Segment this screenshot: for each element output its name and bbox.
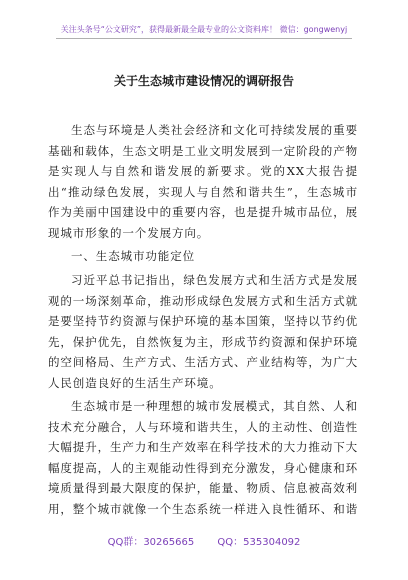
section1-para1-block bbox=[48, 270, 358, 394]
intro-block bbox=[48, 120, 358, 244]
body-paragraph: 生态城市是一种理想的城市发展模式，其自然、人和技术充分融合，人与环境和谐共生，人的主动性、创造性大幅提升，生产力和生产效率在科学技术的大力推动下大幅度提高，人的主观能动性得到充分激发，身心健康和环境质量得到最大限度的保护，能量、物质、信息被高效利用，整个城市就像一个生态系统一样进入良性循环、和谐 bbox=[48, 399, 358, 516]
header-divider bbox=[56, 38, 352, 39]
document-title: 关于生态城市建设情况的调研报告 bbox=[113, 74, 294, 88]
section1-heading-block bbox=[48, 246, 358, 267]
section-heading: 一、生态城市功能定位 bbox=[71, 249, 195, 263]
intro-paragraph: 生态与环境是人类社会经济和文化可持续发展的重要基础和载体，生态文明是工业文明发展到一定阶段的产物是实现人与自然和谐发展的新要求。党的XX大报告提出“推动绿色发展，实现人与自然和谐共生”，生态城市作为美丽中国建设中的重要内容，也是提升城市品位，展现城市形象的一个发展方向。 bbox=[48, 123, 358, 240]
footer-qq-group: QQ群：30265665 bbox=[107, 537, 195, 548]
footer-contact bbox=[0, 533, 408, 548]
footer-qq: QQ：535304092 bbox=[217, 537, 301, 548]
header-banner: 关注头条号“公文研究”，获得最新最全最专业的公文资料库！ 微信：gongwenyj bbox=[60, 25, 348, 34]
section1-para2-block bbox=[48, 396, 358, 520]
body-paragraph: 习近平总书记指出，绿色发展方式和生活方式是发展观的一场深刻革命，推动形成绿色发展方式和生活方式就是要坚持节约资源与保护环境的基本国策，坚持以节约优先，保护优先，自然恢复为主，形成节约资源和保护环境的空间格局、生产方式、生活方式、产业结构等，为广大人民创造良好的生活生产环境。 bbox=[48, 273, 358, 390]
